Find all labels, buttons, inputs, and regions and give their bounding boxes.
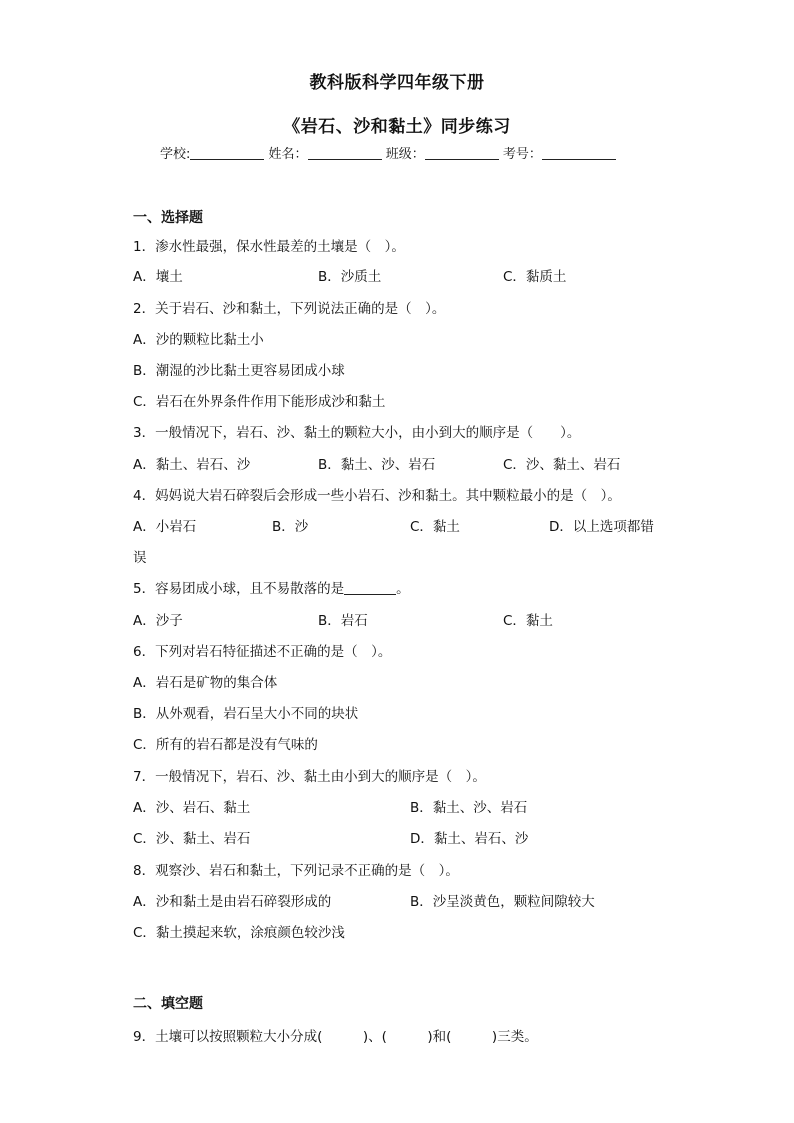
q7-option-c: C．沙、黏土、岩石 [133,831,251,847]
q1-option-b: B．沙质土 [318,269,382,285]
q7-option-a: A．沙、岩石、黏土 [133,800,251,816]
page-subtitle: 《岩石、沙和黏土》同步练习 [283,117,511,137]
q2-option-a: A．沙的颗粒比黏土小 [133,332,264,348]
q4-option-b: B．沙 [272,519,309,535]
question-3: 3．一般情况下，岩石、沙、黏土的颗粒大小，由小到大的顺序是（ ）。 [133,425,581,441]
q3-option-c: C．沙、黏土、岩石 [503,457,621,473]
exam-number-label: 考号： [502,147,542,162]
question-7: 7．一般情况下，岩石、沙、黏土由小到大的顺序是（ ）。 [133,769,486,785]
q5-text: 5．容易团成小球，且不易散落的是 [133,581,345,597]
school-label: 学校: [160,147,191,162]
name-label: 姓名： [268,147,308,162]
q4-option-a: A．小岩石 [133,519,197,535]
q4-option-d-wrap: 误 [133,550,147,566]
q8-option-b: B．沙呈淡黄色，颗粒间隙较大 [410,894,595,910]
class-blank[interactable] [425,147,499,160]
q4-option-c: C．黏土 [410,519,460,535]
q2-option-c: C．岩石在外界条件作用下能形成沙和黏土 [133,394,386,410]
question-1: 1．渗水性最强，保水性最差的土壤是（ ）。 [133,239,405,255]
exam-number-blank[interactable] [542,147,616,160]
question-8: 8．观察沙、岩石和黏土，下列记录不正确的是（ ）。 [133,863,459,879]
question-9: 9．土壤可以按照颗粒大小分成( )、( )和( )三类。 [133,1029,538,1045]
name-blank[interactable] [308,147,382,160]
question-2: 2．关于岩石、沙和黏土，下列说法正确的是（ ）。 [133,301,446,317]
question-4: 4．妈妈说大岩石碎裂后会形成一些小岩石、沙和黏土。其中颗粒最小的是（ ）。 [133,488,621,504]
q5-answer-blank[interactable] [344,582,396,595]
q7-option-b: B．黏土、沙、岩石 [410,800,528,816]
q5-option-a: A．沙子 [133,613,183,629]
section-heading-fill-in: 二、填空题 [133,996,203,1012]
q3-option-a: A．黏土、岩石、沙 [133,457,251,473]
class-label: 班级： [385,147,425,162]
q3-option-b: B．黏土、沙、岩石 [318,457,436,473]
q6-option-b: B．从外观看，岩石呈大小不同的块状 [133,706,359,722]
q5-text-end: 。 [396,581,410,597]
q5-option-b: B．岩石 [318,613,368,629]
q4-option-d: D．以上选项都错 [549,519,654,535]
q6-option-c: C．所有的岩石都是没有气味的 [133,737,318,753]
q6-option-a: A．岩石是矿物的集合体 [133,675,278,691]
q5-option-c: C．黏土 [503,613,553,629]
question-5 [133,577,410,597]
q8-option-c: C．黏土摸起来软，涂痕颜色较沙浅 [133,925,345,941]
section-heading-choice: 一、选择题 [133,210,203,226]
school-blank[interactable] [190,147,264,160]
q7-option-d: D．黏土、岩石、沙 [410,831,529,847]
q1-option-c: C．黏质土 [503,269,567,285]
page-title: 教科版科学四年级下册 [309,73,485,93]
student-info-line [160,143,660,162]
q8-option-a: A．沙和黏土是由岩石碎裂形成的 [133,894,332,910]
q2-option-b: B．潮湿的沙比黏土更容易团成小球 [133,363,345,379]
question-6: 6．下列对岩石特征描述不正确的是（ ）。 [133,644,392,660]
q1-option-a: A．壤土 [133,269,183,285]
